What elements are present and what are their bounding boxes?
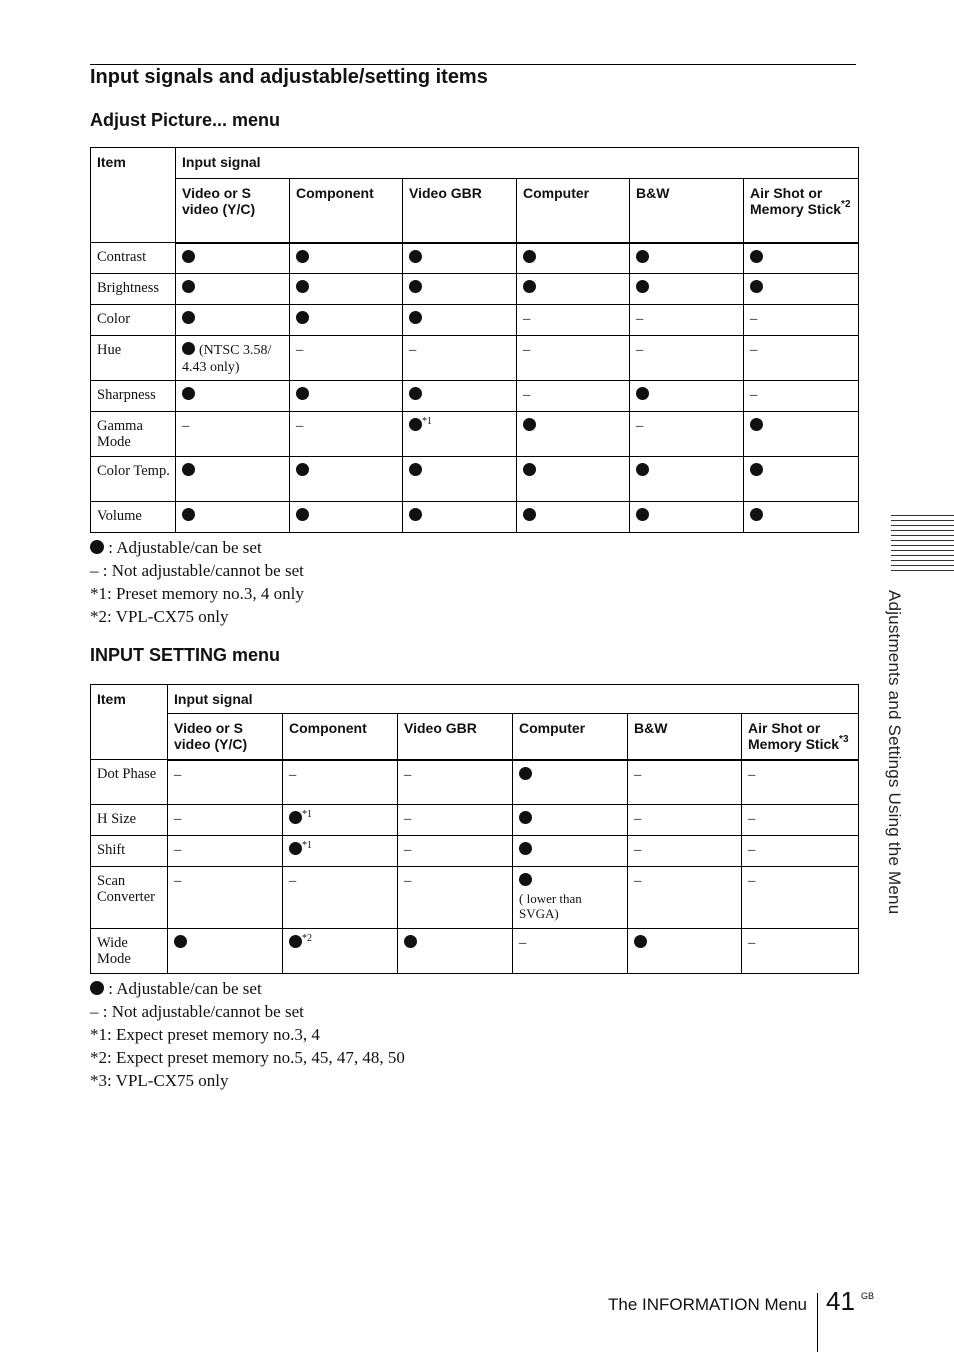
table-cell — [742, 760, 859, 805]
not-adjustable-dash: – — [289, 873, 297, 889]
not-adjustable-dash: – — [519, 935, 527, 951]
filled-circle-icon — [750, 508, 763, 521]
table-cell — [290, 274, 403, 305]
table-cell — [403, 274, 517, 305]
not-adjustable-dash: – — [748, 842, 756, 858]
not-adjustable-dash: – — [174, 842, 182, 858]
table-cell — [630, 381, 744, 412]
footnote-ref: *2 — [302, 933, 312, 944]
table-cell — [290, 381, 403, 412]
table-row — [91, 243, 859, 274]
filled-circle-icon — [182, 342, 195, 355]
filled-circle-icon — [409, 387, 422, 400]
adjust-picture-body — [91, 243, 859, 533]
table-row — [91, 836, 859, 867]
table-cell — [283, 929, 398, 974]
col-header-last: Air Shot or Memory Stick$^{*3}$ — [742, 714, 859, 760]
table-cell — [517, 336, 630, 381]
table-cell — [398, 760, 513, 805]
table-cell — [176, 336, 290, 381]
footnote-ref: *1 — [422, 416, 432, 427]
row-label: Hue — [91, 336, 176, 381]
not-adjustable-dash: – — [174, 766, 182, 783]
table-cell — [513, 836, 628, 867]
table-cell — [744, 336, 859, 381]
note-line — [90, 582, 304, 605]
row-label: Shift — [91, 836, 168, 867]
side-tab-rules — [891, 515, 954, 575]
filled-circle-icon — [634, 935, 647, 948]
not-adjustable-dash: – — [634, 842, 642, 858]
table-cell — [744, 381, 859, 412]
input-setting-table — [90, 684, 859, 974]
not-adjustable-dash: – — [748, 873, 756, 889]
col-header: Computer — [517, 179, 630, 243]
filled-circle-icon — [296, 280, 309, 293]
footnote-ref: *2 — [841, 199, 851, 210]
table-cell — [403, 305, 517, 336]
row-label: H Size — [91, 805, 168, 836]
note-text: *1: Preset memory no.3, 4 only — [90, 584, 304, 603]
note-text: – : Not adjustable/cannot be set — [90, 561, 304, 580]
filled-circle-icon — [519, 811, 532, 824]
table-cell — [744, 243, 859, 274]
table-cell — [403, 336, 517, 381]
table-cell — [630, 305, 744, 336]
table-cell — [168, 929, 283, 974]
table-cell — [176, 457, 290, 502]
table-cell — [630, 336, 744, 381]
table-cell — [628, 836, 742, 867]
note-text: : Adjustable/can be set — [108, 979, 262, 998]
filled-circle-icon — [296, 311, 309, 324]
filled-circle-icon — [523, 508, 536, 521]
table-cell — [176, 274, 290, 305]
not-adjustable-dash: – — [523, 342, 531, 358]
not-adjustable-dash: – — [404, 811, 412, 827]
filled-circle-icon — [750, 418, 763, 431]
table-cell — [398, 805, 513, 836]
filled-circle-icon — [182, 311, 195, 324]
table-cell — [628, 929, 742, 974]
row-label: Contrast — [91, 243, 176, 274]
col-header: Video or S video (Y/C) — [176, 179, 290, 243]
table-row — [91, 305, 859, 336]
table-row — [91, 760, 859, 805]
note-text: *2: VPL-CX75 only — [90, 607, 229, 626]
table-cell — [176, 243, 290, 274]
table-cell — [168, 760, 283, 805]
filled-circle-icon — [174, 935, 187, 948]
table-cell — [517, 502, 630, 533]
top-rule — [90, 64, 856, 65]
table-cell — [398, 836, 513, 867]
note-text: *3: VPL-CX75 only — [90, 1071, 229, 1090]
table-cell — [517, 243, 630, 274]
table-cell — [744, 502, 859, 533]
table-cell — [517, 457, 630, 502]
filled-circle-icon — [296, 250, 309, 263]
table-cell — [513, 929, 628, 974]
filled-circle-icon — [409, 250, 422, 263]
filled-circle-icon — [182, 387, 195, 400]
note-line — [90, 1046, 405, 1069]
table-cell — [742, 929, 859, 974]
filled-circle-icon — [519, 767, 532, 780]
filled-circle-icon — [409, 463, 422, 476]
note-line — [90, 1023, 405, 1046]
filled-circle-icon — [182, 280, 195, 293]
input-signal-header: Input signal — [176, 148, 859, 179]
table-cell — [630, 412, 744, 457]
table-cell — [513, 867, 628, 929]
filled-circle-icon — [90, 981, 104, 995]
note-line — [90, 605, 304, 628]
input-setting-heading: INPUT SETTING menu — [90, 645, 281, 665]
section-title: Input signals and adjustable/setting items — [90, 66, 488, 88]
table-cell — [513, 760, 628, 805]
table-cell — [517, 412, 630, 457]
not-adjustable-dash: – — [523, 387, 531, 403]
table-row — [91, 867, 859, 929]
table-cell — [176, 305, 290, 336]
table-cell — [742, 805, 859, 836]
not-adjustable-dash: – — [404, 873, 412, 889]
note-text: *1: Expect preset memory no.3, 4 — [90, 1025, 320, 1044]
row-label: Brightness — [91, 274, 176, 305]
note-line — [90, 977, 405, 1000]
page-suffix: GB — [861, 1291, 875, 1301]
not-adjustable-dash: – — [748, 811, 756, 827]
table-cell — [517, 381, 630, 412]
filled-circle-icon — [296, 463, 309, 476]
row-label: Color Temp. — [91, 457, 176, 502]
cell-note: ( lower than SVGA) — [519, 891, 582, 921]
filled-circle-icon — [523, 418, 536, 431]
column-header-row — [91, 714, 859, 760]
filled-circle-icon — [289, 842, 302, 855]
table-cell — [744, 412, 859, 457]
table-row — [91, 381, 859, 412]
table-cell — [290, 457, 403, 502]
table-cell — [290, 412, 403, 457]
not-adjustable-dash: – — [289, 766, 297, 783]
filled-circle-icon — [182, 463, 195, 476]
not-adjustable-dash: – — [636, 342, 644, 358]
not-adjustable-dash: – — [523, 311, 531, 327]
not-adjustable-dash: – — [404, 842, 412, 858]
not-adjustable-dash: – — [174, 811, 182, 827]
col-header: Computer — [513, 714, 628, 760]
table-cell — [403, 502, 517, 533]
not-adjustable-dash: – — [636, 418, 644, 434]
table-cell — [630, 243, 744, 274]
not-adjustable-dash: – — [296, 418, 304, 434]
table-row — [91, 457, 859, 502]
filled-circle-icon — [636, 508, 649, 521]
row-label: Scan Converter — [91, 867, 168, 929]
adjust-picture-heading: Adjust Picture... menu — [90, 110, 281, 130]
note-text: – : Not adjustable/cannot be set — [90, 1002, 304, 1021]
page-number: 41 — [826, 1286, 855, 1316]
not-adjustable-dash: – — [182, 418, 190, 434]
row-label: Wide Mode — [91, 929, 168, 974]
col-header: Video GBR — [398, 714, 513, 760]
row-label: Color — [91, 305, 176, 336]
not-adjustable-dash: – — [750, 387, 758, 403]
row-label: Volume — [91, 502, 176, 533]
col-header: Component — [290, 179, 403, 243]
table-row — [91, 274, 859, 305]
table-cell — [168, 836, 283, 867]
table-cell — [628, 867, 742, 929]
not-adjustable-dash: – — [634, 766, 642, 783]
table-cell — [403, 243, 517, 274]
footnote-ref: *3 — [839, 734, 849, 745]
filled-circle-icon — [636, 387, 649, 400]
table-cell — [290, 502, 403, 533]
not-adjustable-dash: – — [634, 873, 642, 889]
table-cell — [517, 305, 630, 336]
filled-circle-icon — [289, 811, 302, 824]
footnote-ref: *1 — [302, 840, 312, 851]
table-cell — [403, 457, 517, 502]
table-cell — [283, 760, 398, 805]
filled-circle-icon — [296, 508, 309, 521]
footer-divider — [817, 1293, 818, 1352]
table-cell — [283, 867, 398, 929]
note-text: *2: Expect preset memory no.5, 45, 47, 48, 50 — [90, 1048, 405, 1067]
row-label: Gamma Mode — [91, 412, 176, 457]
not-adjustable-dash: – — [636, 311, 644, 327]
filled-circle-icon — [289, 935, 302, 948]
not-adjustable-dash: – — [409, 342, 417, 358]
filled-circle-icon — [404, 935, 417, 948]
table-cell — [403, 381, 517, 412]
note-line — [90, 1069, 405, 1092]
item-header: Item — [91, 685, 168, 760]
input-setting-notes — [90, 977, 405, 1092]
table-cell — [630, 274, 744, 305]
filled-circle-icon — [409, 311, 422, 324]
table-cell — [176, 502, 290, 533]
filled-circle-icon — [409, 508, 422, 521]
filled-circle-icon — [636, 280, 649, 293]
filled-circle-icon — [636, 250, 649, 263]
table-row — [91, 412, 859, 457]
table-row — [91, 929, 859, 974]
input-setting-body — [91, 760, 859, 974]
not-adjustable-dash: – — [748, 935, 756, 951]
filled-circle-icon — [750, 250, 763, 263]
filled-circle-icon — [90, 540, 104, 554]
not-adjustable-dash: – — [174, 873, 182, 889]
filled-circle-icon — [182, 250, 195, 263]
table-cell — [630, 457, 744, 502]
table-cell — [168, 805, 283, 836]
filled-circle-icon — [409, 418, 422, 431]
table-cell — [744, 305, 859, 336]
table-cell — [513, 805, 628, 836]
table-cell — [283, 836, 398, 867]
filled-circle-icon — [750, 280, 763, 293]
filled-circle-icon — [523, 280, 536, 293]
table-cell — [168, 867, 283, 929]
note-text: : Adjustable/can be set — [108, 538, 262, 557]
table-row — [91, 805, 859, 836]
row-label: Sharpness — [91, 381, 176, 412]
table-cell — [744, 274, 859, 305]
col-header-last: Air Shot or Memory Stick$^{*2}$ — [744, 179, 859, 243]
note-line — [90, 536, 304, 559]
footer-section-label: The INFORMATION Menu — [608, 1295, 807, 1314]
col-header: B&W — [628, 714, 742, 760]
table-cell — [628, 760, 742, 805]
column-header-row — [91, 179, 859, 243]
col-header: Component — [283, 714, 398, 760]
filled-circle-icon — [750, 463, 763, 476]
filled-circle-icon — [523, 250, 536, 263]
table-cell — [628, 805, 742, 836]
table-cell — [398, 929, 513, 974]
filled-circle-icon — [636, 463, 649, 476]
input-signal-header: Input signal — [168, 685, 859, 714]
not-adjustable-dash: – — [750, 311, 758, 327]
row-label: Dot Phase — [91, 760, 168, 805]
table-cell — [517, 274, 630, 305]
col-header: Video or S video (Y/C) — [168, 714, 283, 760]
not-adjustable-dash: – — [748, 766, 756, 783]
col-header: Video GBR — [403, 179, 517, 243]
table-cell — [290, 305, 403, 336]
table-cell — [630, 502, 744, 533]
table-row — [91, 502, 859, 533]
table-cell — [283, 805, 398, 836]
footnote-ref: *1 — [302, 809, 312, 820]
filled-circle-icon — [523, 463, 536, 476]
table-cell — [742, 867, 859, 929]
not-adjustable-dash: – — [634, 811, 642, 827]
table-cell — [744, 457, 859, 502]
not-adjustable-dash: – — [296, 342, 304, 358]
side-tab-label: Adjustments and Settings Using the Menu — [885, 590, 904, 915]
not-adjustable-dash: – — [750, 342, 758, 358]
table-cell — [398, 867, 513, 929]
filled-circle-icon — [182, 508, 195, 521]
note-line — [90, 1000, 405, 1023]
filled-circle-icon — [519, 842, 532, 855]
table-cell — [742, 836, 859, 867]
note-line — [90, 559, 304, 582]
table-cell — [290, 243, 403, 274]
table-cell — [403, 412, 517, 457]
adjust-picture-notes — [90, 536, 304, 628]
cell-note: (NTSC 3.58/ 4.43 only) — [182, 343, 272, 375]
item-header: Item — [91, 148, 176, 243]
filled-circle-icon — [519, 873, 532, 886]
not-adjustable-dash: – — [404, 766, 412, 783]
adjust-picture-table — [90, 147, 859, 533]
table-cell — [176, 381, 290, 412]
table-row — [91, 336, 859, 381]
filled-circle-icon — [296, 387, 309, 400]
table-cell — [176, 412, 290, 457]
table-cell — [290, 336, 403, 381]
filled-circle-icon — [409, 280, 422, 293]
col-header: B&W — [630, 179, 744, 243]
